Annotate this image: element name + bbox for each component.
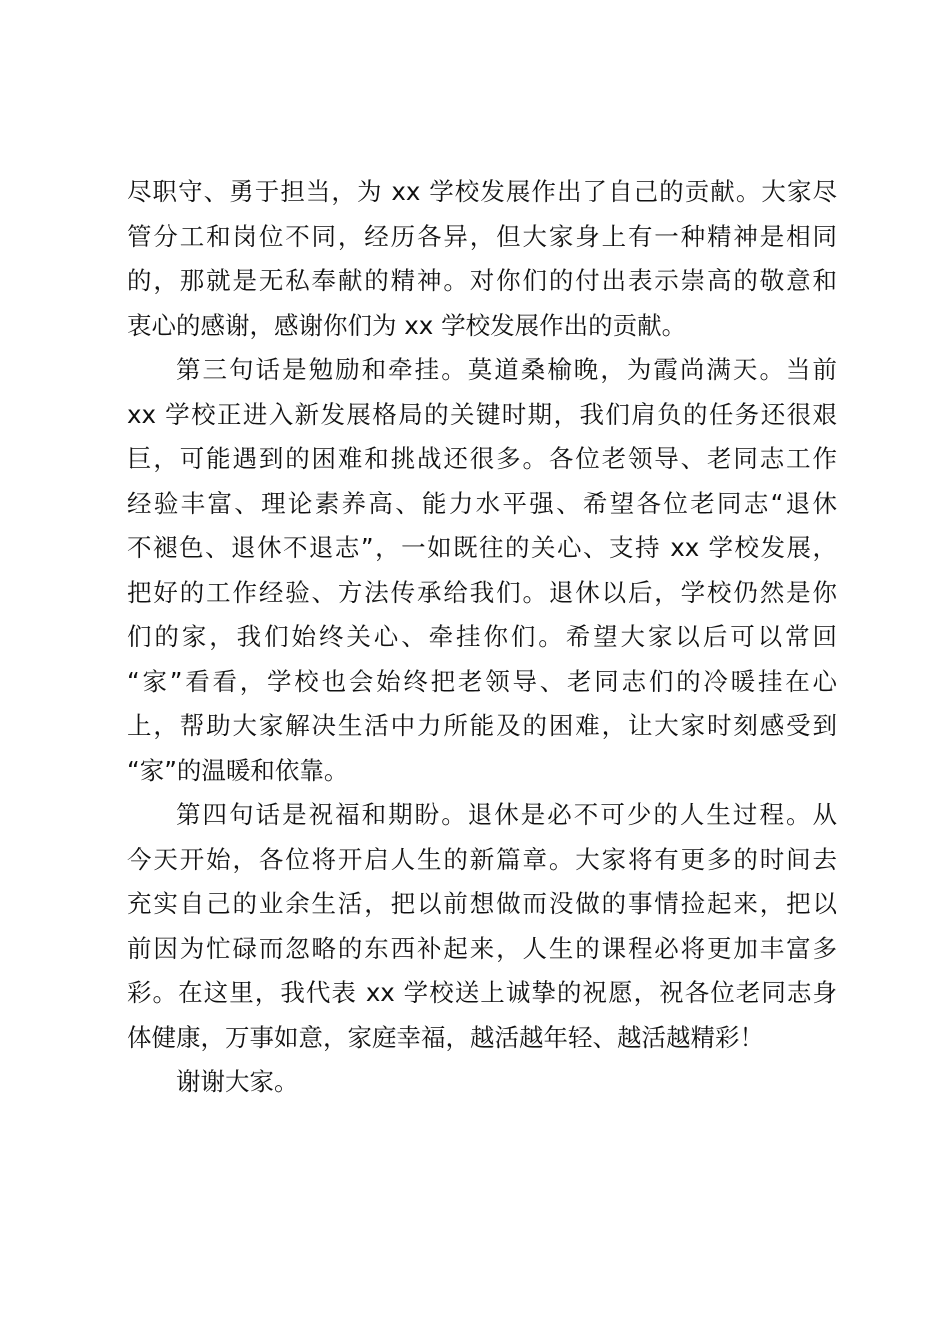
text-line: 们的家，我们始终关心、牵挂你们。希望大家以后可以常回 [127, 622, 837, 651]
text-line: 巨，可能遇到的困难和挑战还很多。各位老领导、老同志工作 [127, 444, 837, 473]
text-line: 上，帮助大家解决生活中力所能及的困难，让大家时刻感受到 [127, 711, 837, 740]
text-line: 的，那就是无私奉献的精神。对你们的付出表示崇高的敬意和 [127, 266, 837, 295]
text-line: 前因为忙碌而忽略的东西补起来，人生的课程必将更加丰富多 [127, 933, 837, 963]
text-line: “家”看看，学校也会始终把老领导、老同志们的冷暖挂在心 [127, 666, 837, 696]
text-line: 衷心的感谢，感谢你们为 xx 学校发展作出的贡献。 [127, 310, 687, 340]
text-line: 第四句话是祝福和期盼。退休是必不可少的人生过程。从 [176, 800, 837, 829]
text-line: 第三句话是勉励和牵挂。莫道桑榆晚，为霞尚满天。当前 [176, 355, 837, 384]
text-line: 充实自己的业余生活，把以前想做而没做的事情捡起来，把以 [127, 889, 837, 918]
text-line: 把好的工作经验、方法传承给我们。退休以后，学校仍然是你 [127, 577, 837, 607]
text-line: xx 学校正进入新发展格局的关键时期，我们肩负的任务还很艰 [127, 399, 837, 429]
body-text [127, 170, 837, 1105]
text-line: 今天开始，各位将开启人生的新篇章。大家将有更多的时间去 [127, 844, 837, 874]
text-line: 体健康，万事如意，家庭幸福，越活越年轻、越活越精彩！ [127, 1022, 764, 1052]
text-line: 尽职守、勇于担当，为 xx 学校发展作出了自己的贡献。大家尽 [127, 177, 837, 206]
text-line: 不褪色、退休不退志”，一如既往的关心、支持 xx 学校发展， [127, 533, 837, 562]
text-line: 彩。在这里，我代表 xx 学校送上诚挚的祝愿，祝各位老同志身 [127, 978, 837, 1007]
text-line: “家”的温暖和依靠。 [127, 755, 349, 785]
closing-line: 谢谢大家。 [176, 1067, 299, 1096]
text-line: 经验丰富、理论素养高、能力水平强、希望各位老同志“退休 [127, 488, 837, 518]
text-line: 管分工和岗位不同，经历各异，但大家身上有一种精神是相同 [127, 221, 837, 251]
